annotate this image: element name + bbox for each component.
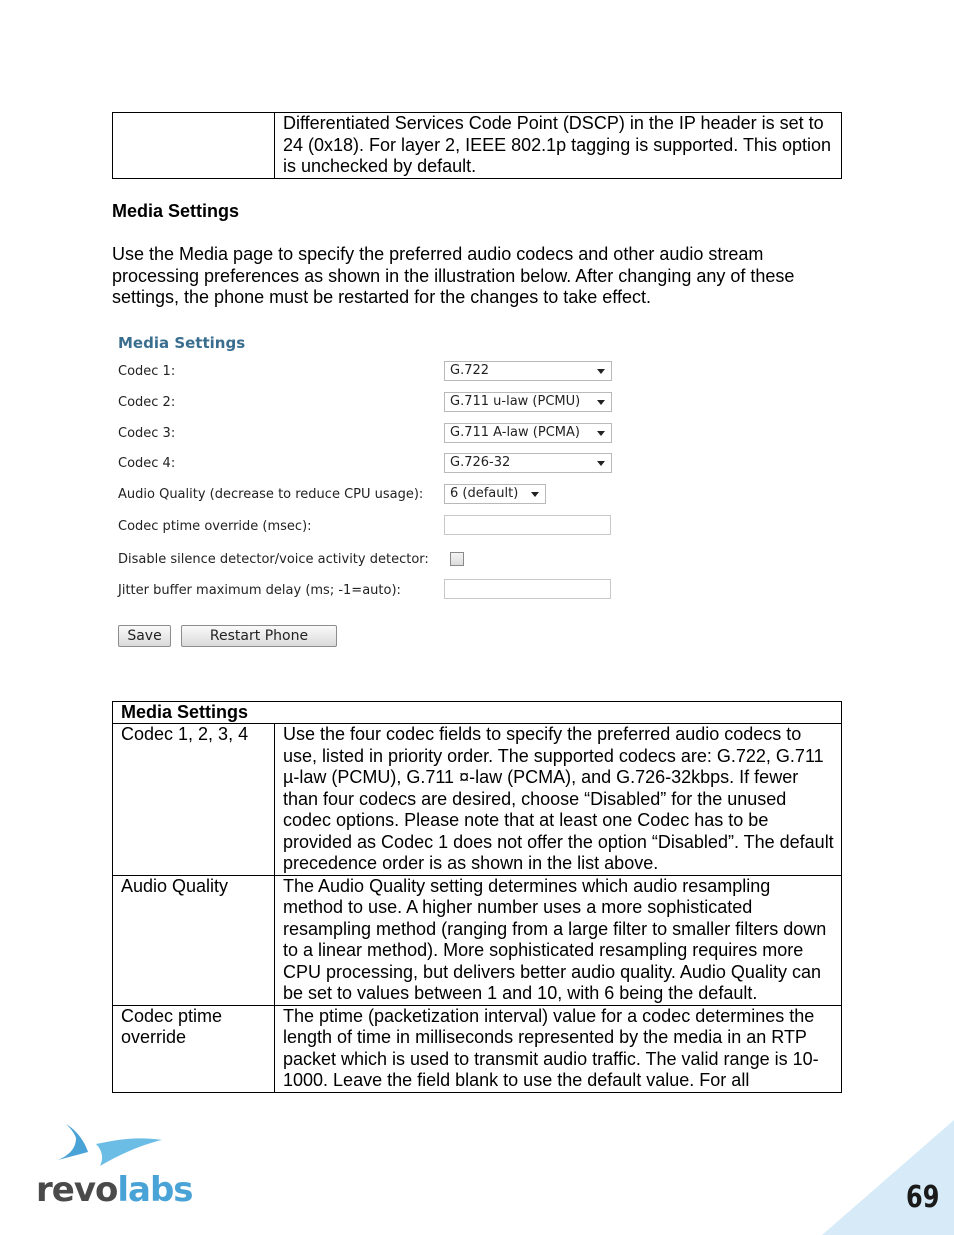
setting-name: Codec 1, 2, 3, 4: [113, 724, 275, 876]
silence-detector-label: Disable silence detector/voice activity detector:: [118, 552, 429, 567]
chevron-down-icon: [597, 461, 605, 466]
restart-phone-button[interactable]: Restart Phone: [181, 625, 337, 647]
silence-detector-checkbox[interactable]: [450, 552, 464, 566]
audio-quality-value: 6 (default): [450, 486, 519, 501]
codec4-value: G.726-32: [450, 455, 511, 470]
audio-quality-select[interactable]: [444, 484, 546, 504]
codec3-select[interactable]: [444, 423, 612, 443]
shark-fin-icon: [56, 1122, 166, 1168]
codec4-select[interactable]: [444, 453, 612, 473]
table-row: [113, 875, 842, 1005]
table-row: [113, 1005, 842, 1092]
codec1-label: Codec 1:: [118, 364, 176, 379]
top-table-left-cell: [113, 113, 275, 179]
chevron-down-icon: [531, 492, 539, 497]
chevron-down-icon: [597, 369, 605, 374]
panel-title: Media Settings: [118, 334, 246, 352]
codec1-value: G.722: [450, 363, 490, 378]
top-table: [112, 112, 842, 179]
save-button[interactable]: Save: [118, 625, 171, 647]
setting-description: The Audio Quality setting determines which audio resampling method to use. A higher number uses a more sophisticated resampling method (ranging from a large filter to smaller filters down to a linear method). More sophisticated resampling requires more CPU processing, but delivers better audio quality. Audio Quality can be set to values between 1 and 10, with 6 being the default.: [275, 875, 842, 1005]
settings-table: [112, 701, 842, 1093]
audio-quality-label: Audio Quality (decrease to reduce CPU usage):: [118, 487, 424, 502]
codec2-value: G.711 u-law (PCMU): [450, 394, 581, 409]
table-row: [113, 724, 842, 876]
section-heading: Media Settings: [112, 201, 240, 221]
logo-text: [36, 1170, 193, 1210]
ptime-label: Codec ptime override (msec):: [118, 519, 312, 534]
codec2-label: Codec 2:: [118, 395, 176, 410]
revolabs-logo: [36, 1122, 193, 1217]
codec4-label: Codec 4:: [118, 456, 176, 471]
media-settings-screenshot: [118, 333, 618, 653]
codec2-select[interactable]: [444, 392, 612, 412]
page-number: 69: [906, 1180, 940, 1215]
settings-table-header: Media Settings: [113, 702, 842, 724]
section-intro: Use the Media page to specify the preferred audio codecs and other audio stream processing preferences as shown in the illustration below. After changing any of these settings, the phone must be restarted for the changes to take effect.: [112, 244, 795, 307]
jitter-input[interactable]: [444, 579, 611, 599]
codec3-value: G.711 A-law (PCMA): [450, 425, 580, 440]
chevron-down-icon: [597, 431, 605, 436]
logo-text-labs: labs: [117, 1170, 193, 1210]
codec3-label: Codec 3:: [118, 426, 176, 441]
chevron-down-icon: [597, 400, 605, 405]
logo-text-revo: revo: [36, 1170, 118, 1210]
setting-name: Audio Quality: [113, 875, 275, 1005]
ptime-input[interactable]: [444, 515, 611, 535]
codec1-select[interactable]: [444, 361, 612, 381]
setting-description: Use the four codec fields to specify the preferred audio codecs to use, listed in priority order. The supported codecs are: G.722, G.711 µ-law (PCMU), G.711 ¤-law (PCMA), and G.726-32kbps. If fewer than four codecs are desired, choose “Disabled” for the unused codec options. Please note that at least one Codec has to be provided as Codec 1 does not offer the option “Disabled”. The default precedence order is as shown in the list above.: [275, 724, 842, 876]
jitter-label: Jitter buffer maximum delay (ms; -1=auto):: [118, 583, 401, 598]
setting-description: The ptime (packetization interval) value for a codec determines the length of time in milliseconds represented by the media in an RTP packet which is used to transmit audio traffic. The valid range is 10-1000. Leave the field blank to use the default value. For all: [275, 1005, 842, 1092]
top-table-right-cell: Differentiated Services Code Point (DSCP) in the IP header is set to 24 (0x18). For layer 2, IEEE 802.1p tagging is supported. This option is unchecked by default.: [275, 113, 842, 179]
corner-decoration: [822, 1120, 954, 1235]
setting-name: Codec ptime override: [113, 1005, 275, 1092]
